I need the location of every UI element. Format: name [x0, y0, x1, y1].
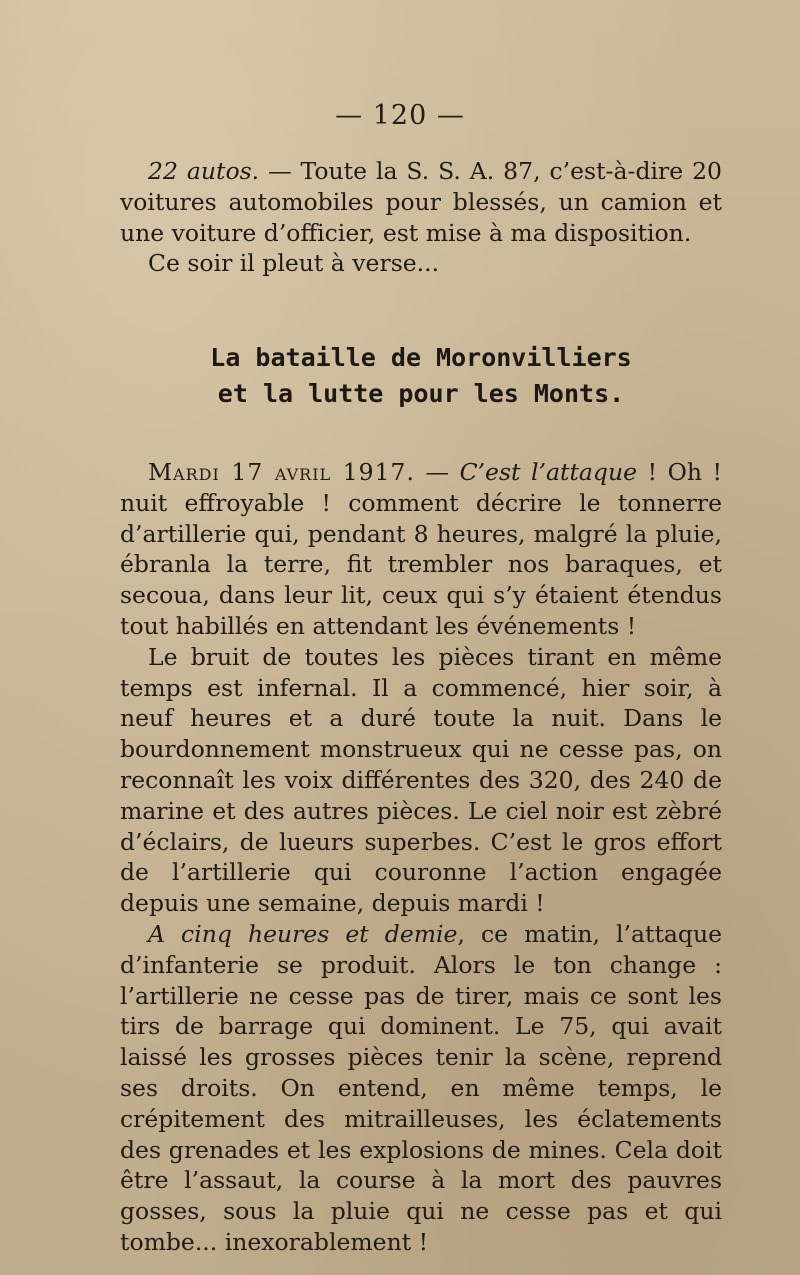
- entry-paragraph-2: Le bruit de toutes les pièces tirant en même temps est infernal. Il a commencé, hier soir, à neuf heures et a duré toute la nuit. Dans le bourdonnement monstrueux qui ne cesse pas, on reconnaît les voix différentes des 320, des 240 de marine et des autres pièces. Le ciel noir est zèbré d’éclairs, de lueurs superbes. C’est le gros effort de l’artillerie qui couronne l’action engagée depuis une semaine, depuis mardi !: [120, 642, 722, 918]
- intro-paragraph: [120, 156, 722, 248]
- intro-lead-text: — Toute la S. S. A. 87, c’est-à-dire 20 voitures automobiles pour blessés, un camion et une voiture d’officier, est mise à ma disposition.: [120, 157, 722, 247]
- page-number: — 120 —: [335, 100, 465, 131]
- intro-lead-italic: 22 autos.: [148, 157, 260, 185]
- heading-line-2: et la lutte pour les Monts.: [217, 379, 625, 408]
- entry-paragraph-1-text: ! Oh ! nuit effroyable ! comment décrire le tonnerre d’artillerie qui, pendant 8 heures, malgré la pluie, ébranla la terre, fit trembler nos baraques, et secoua, dans leur lit, ceux qui s’y étaient étendus tout habillés en attendant les événements !: [120, 458, 722, 640]
- intro-second-paragraph: Ce soir il pleut à verse...: [148, 249, 440, 278]
- section-heading: [120, 340, 722, 412]
- entry-paragraph-3-italic: A cinq heures et demie: [148, 919, 458, 948]
- diary-entry: [120, 457, 722, 1258]
- entry-dash: —: [414, 458, 460, 486]
- entry-date: Mardi 17 avril 1917.: [148, 458, 415, 486]
- entry-paragraph-1: [120, 457, 722, 642]
- entry-paragraph-3: [120, 919, 722, 1258]
- heading-line-1: La bataille de Moronvilliers: [210, 343, 632, 372]
- intro-section: [120, 156, 722, 279]
- entry-paragraph-3-text: , ce matin, l’attaque d’infanterie se produit. Alors le ton change : l’artillerie ne cesse pas de tirer, mais ce sont les tirs de barrage qui dominent. Le 75, qui avait laissé les grosses pièces tenir la scène, reprend ses droits. On entend, en même temps, le crépitement des mitrailleuses, les éclatements des grenades et les explosions de mines. Cela doit être l’assaut, la course à la mort des pauvres gosses, sous la pluie qui ne cesse pas et qui tombe... inexorablement !: [120, 919, 723, 1256]
- entry-italic-phrase: C’est l’attaque: [459, 458, 638, 486]
